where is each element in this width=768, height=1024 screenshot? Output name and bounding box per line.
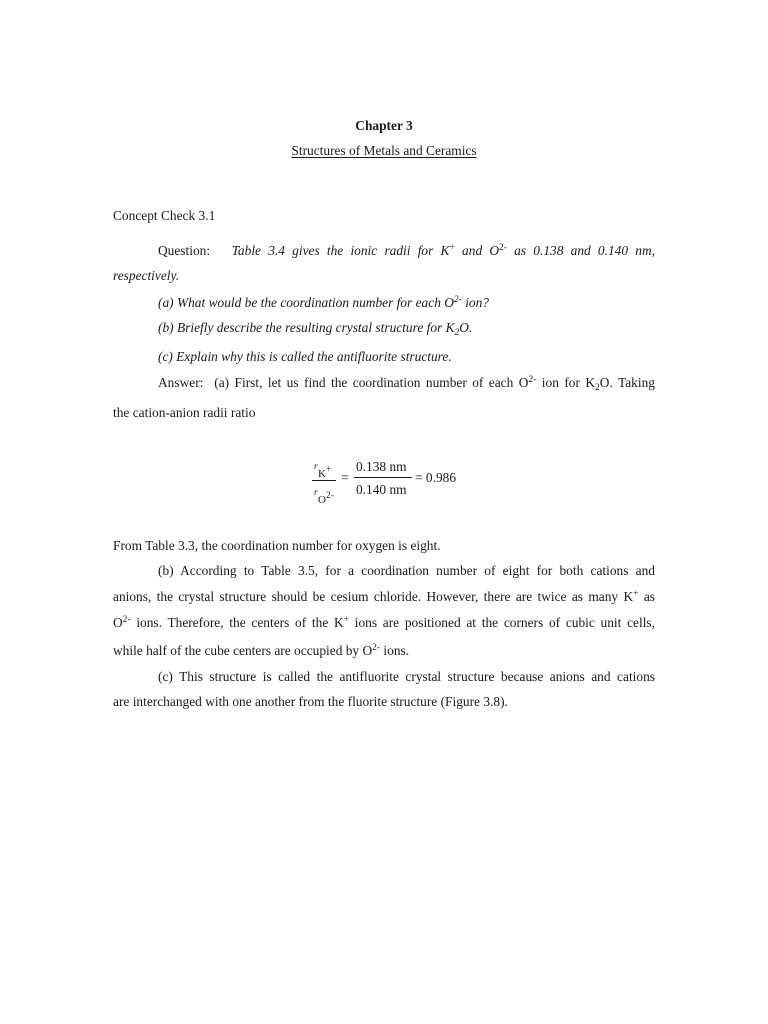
eq-numerator: 0.138 nm (356, 459, 407, 474)
answer-c-line-1: (c) This structure is called the antifluorite crystal structure because anions and cations (158, 669, 655, 684)
answer-b-line-4: while half of the cube centers are occupied by $O^{2-}$ ions. (113, 643, 410, 658)
eq-den-r: r (314, 488, 318, 498)
table33-sentence: From Table 3.3, the coordination number for oxygen is eight. (113, 538, 441, 553)
question-line-1: Question: Table 3.4 gives the ionic radii for K+ and $O^{2-}$ as 0.138 and 0.140 nm, (158, 243, 655, 258)
section-heading: Concept Check 3.1 (113, 208, 216, 223)
answer-b-line-2: anions, the crystal structure should be cesium chloride. However, there are twice as many K+ as (113, 589, 655, 604)
eq-den-ion: $O^{2-}$ (318, 491, 334, 506)
chapter-title: Chapter 3 (355, 118, 413, 133)
answer-c-line-2: are interchanged with one another from the fluorite structure (Figure 3.8). (113, 694, 508, 709)
eq-result: = 0.986 (415, 470, 457, 485)
eq-denominator: 0.140 nm (356, 482, 407, 497)
answer-line-1: Answer: (a) First, let us find the coordination number of each $O^{2-}$ ion for $K_2O$. Taking (158, 375, 655, 393)
eq-left-fraction-bar (312, 480, 336, 481)
chapter-subtitle: Structures of Metals and Ceramics (291, 143, 477, 158)
answer-b-line-3: $O^{2-}$ ions. Therefore, the centers of the K+ ions are positioned at the corners of cubic unit cells, (113, 615, 655, 630)
eq-num-ion: K+ (318, 465, 332, 480)
eq-right-fraction-bar (354, 477, 412, 478)
question-part-c: (c) Explain why this is called the antifluorite structure. (158, 349, 452, 364)
question-line-2: respectively. (113, 268, 180, 283)
eq-num-r: r (314, 462, 318, 472)
question-part-b: (b) Briefly describe the resulting crystal structure for $K_2O$. (158, 320, 473, 338)
answer-b-line-1: (b) According to Table 3.5, for a coordination number of eight for both cations and (158, 563, 655, 578)
question-label: Question: (158, 243, 211, 258)
answer-line-2: the cation-anion radii ratio (113, 405, 256, 420)
question-part-a: (a) What would be the coordination number for each $O^{2-}$ ion? (158, 295, 489, 310)
eq-equals: = (341, 470, 349, 485)
